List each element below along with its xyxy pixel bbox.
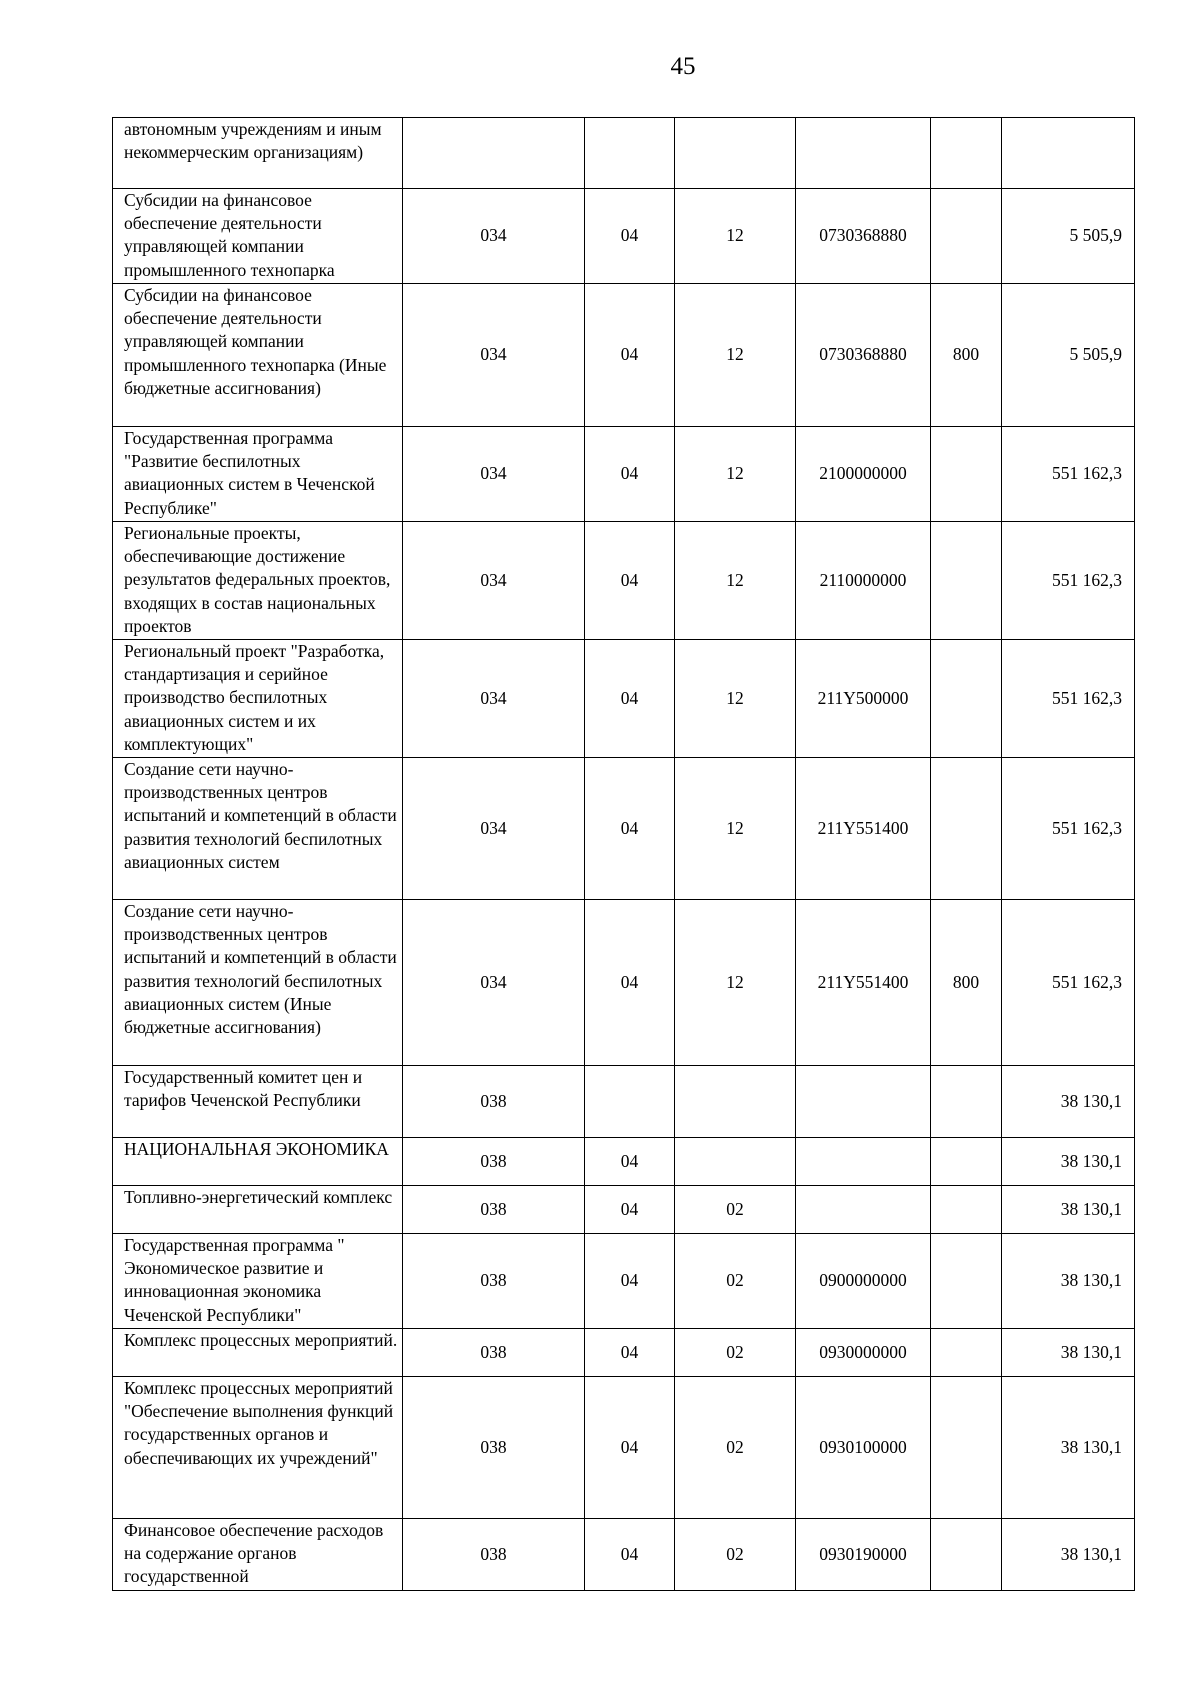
- row-name-cell: Создание сети научно-производственных центров испытаний и компетенций в области развития технологий беспилотных авиационных систем: [113, 758, 403, 900]
- row-rz-cell: 04: [585, 427, 675, 522]
- row-csr-cell: [796, 118, 931, 189]
- row-rz-cell: 04: [585, 1519, 675, 1591]
- row-amount-cell: 38 130,1: [1002, 1186, 1135, 1234]
- row-rz-cell: 04: [585, 1234, 675, 1329]
- row-amount-cell: 551 162,3: [1002, 640, 1135, 758]
- row-pr-cell: 12: [675, 284, 796, 427]
- row-csr-cell: [796, 1066, 931, 1138]
- row-csr-cell: 0730368880: [796, 284, 931, 427]
- row-rz-cell: 04: [585, 758, 675, 900]
- row-csr-cell: 211Y551400: [796, 758, 931, 900]
- row-pr-cell: 02: [675, 1329, 796, 1377]
- row-name-cell: Создание сети научно-производственных центров испытаний и компетенций в области развития технологий беспилотных авиационных систем (Иные бюджетные ассигнования): [113, 900, 403, 1066]
- row-pr-cell: 12: [675, 522, 796, 640]
- row-name-cell: Топливно-энергетический комплекс: [113, 1186, 403, 1234]
- row-name-cell: Региональный проект "Разработка, стандартизация и серийное производство беспилотных авиационных систем и их комплектующих": [113, 640, 403, 758]
- table-row: [113, 640, 1135, 758]
- row-csr-cell: 0930100000: [796, 1377, 931, 1519]
- row-ved-cell: 034: [403, 427, 585, 522]
- row-pr-cell: [675, 1066, 796, 1138]
- row-vr-cell: [931, 189, 1002, 284]
- row-csr-cell: 0900000000: [796, 1234, 931, 1329]
- table-row: [113, 1138, 1135, 1186]
- row-ved-cell: 034: [403, 189, 585, 284]
- row-name-cell: Государственная программа "Развитие беспилотных авиационных систем в Чеченской Республике": [113, 427, 403, 522]
- row-ved-cell: 034: [403, 758, 585, 900]
- row-amount-cell: 551 162,3: [1002, 427, 1135, 522]
- table-row: [113, 1519, 1135, 1591]
- row-vr-cell: [931, 640, 1002, 758]
- row-ved-cell: 034: [403, 284, 585, 427]
- row-name-cell: Субсидии на финансовое обеспечение деятельности управляющей компании промышленного технопарка: [113, 189, 403, 284]
- row-vr-cell: [931, 1234, 1002, 1329]
- row-pr-cell: 02: [675, 1519, 796, 1591]
- table-row: [113, 522, 1135, 640]
- row-csr-cell: 2100000000: [796, 427, 931, 522]
- row-name-cell: Субсидии на финансовое обеспечение деятельности управляющей компании промышленного технопарка (Иные бюджетные ассигнования): [113, 284, 403, 427]
- row-csr-cell: 211Y551400: [796, 900, 931, 1066]
- row-name-cell: Государственная программа " Экономическое развитие и инновационная экономика Чеченской Республики": [113, 1234, 403, 1329]
- row-amount-cell: 551 162,3: [1002, 758, 1135, 900]
- row-name-cell: Финансовое обеспечение расходов на содержание органов государственной: [113, 1519, 403, 1591]
- table-row: [113, 758, 1135, 900]
- table-body: [113, 118, 1135, 1591]
- row-amount-cell: 551 162,3: [1002, 522, 1135, 640]
- row-amount-cell: [1002, 118, 1135, 189]
- row-pr-cell: 02: [675, 1377, 796, 1519]
- row-amount-cell: 38 130,1: [1002, 1377, 1135, 1519]
- row-amount-cell: 5 505,9: [1002, 284, 1135, 427]
- row-pr-cell: 12: [675, 427, 796, 522]
- row-ved-cell: 038: [403, 1066, 585, 1138]
- row-amount-cell: 38 130,1: [1002, 1234, 1135, 1329]
- row-pr-cell: 12: [675, 640, 796, 758]
- table-row: [113, 1234, 1135, 1329]
- row-vr-cell: [931, 1066, 1002, 1138]
- row-rz-cell: 04: [585, 1186, 675, 1234]
- row-csr-cell: 0930000000: [796, 1329, 931, 1377]
- row-csr-cell: [796, 1186, 931, 1234]
- row-name-cell: Комплекс процессных мероприятий.: [113, 1329, 403, 1377]
- row-rz-cell: 04: [585, 1377, 675, 1519]
- row-csr-cell: 2110000000: [796, 522, 931, 640]
- row-ved-cell: 038: [403, 1377, 585, 1519]
- row-ved-cell: 038: [403, 1329, 585, 1377]
- row-ved-cell: [403, 118, 585, 189]
- row-name-cell: Государственный комитет цен и тарифов Чеченской Республики: [113, 1066, 403, 1138]
- row-rz-cell: 04: [585, 900, 675, 1066]
- row-name-cell: Региональные проекты, обеспечивающие достижение результатов федеральных проектов, входящих в состав национальных проектов: [113, 522, 403, 640]
- table-row: [113, 1377, 1135, 1519]
- row-vr-cell: [931, 1329, 1002, 1377]
- row-amount-cell: 5 505,9: [1002, 189, 1135, 284]
- table-row: [113, 284, 1135, 427]
- row-name-cell: автономным учреждениям и иным некоммерческим организациям): [113, 118, 403, 189]
- row-csr-cell: 211Y500000: [796, 640, 931, 758]
- table-row: [113, 1066, 1135, 1138]
- row-pr-cell: 02: [675, 1234, 796, 1329]
- row-vr-cell: [931, 118, 1002, 189]
- row-vr-cell: [931, 758, 1002, 900]
- row-pr-cell: 02: [675, 1186, 796, 1234]
- budget-table: [112, 117, 1135, 1591]
- row-rz-cell: 04: [585, 640, 675, 758]
- table-row: [113, 1329, 1135, 1377]
- row-csr-cell: [796, 1138, 931, 1186]
- row-vr-cell: [931, 427, 1002, 522]
- row-rz-cell: [585, 118, 675, 189]
- row-amount-cell: 551 162,3: [1002, 900, 1135, 1066]
- row-pr-cell: [675, 1138, 796, 1186]
- row-vr-cell: [931, 1377, 1002, 1519]
- row-amount-cell: 38 130,1: [1002, 1138, 1135, 1186]
- table-row: [113, 427, 1135, 522]
- row-csr-cell: 0930190000: [796, 1519, 931, 1591]
- row-ved-cell: 038: [403, 1138, 585, 1186]
- row-vr-cell: 800: [931, 900, 1002, 1066]
- row-ved-cell: 034: [403, 900, 585, 1066]
- row-csr-cell: 0730368880: [796, 189, 931, 284]
- row-name-cell: НАЦИОНАЛЬНАЯ ЭКОНОМИКА: [113, 1138, 403, 1186]
- row-amount-cell: 38 130,1: [1002, 1329, 1135, 1377]
- row-rz-cell: 04: [585, 189, 675, 284]
- row-ved-cell: 034: [403, 522, 585, 640]
- row-amount-cell: 38 130,1: [1002, 1066, 1135, 1138]
- row-pr-cell: 12: [675, 758, 796, 900]
- row-ved-cell: 038: [403, 1186, 585, 1234]
- row-ved-cell: 038: [403, 1519, 585, 1591]
- row-vr-cell: [931, 1519, 1002, 1591]
- row-rz-cell: 04: [585, 522, 675, 640]
- row-rz-cell: 04: [585, 284, 675, 427]
- table-row: [113, 900, 1135, 1066]
- row-pr-cell: 12: [675, 900, 796, 1066]
- row-pr-cell: 12: [675, 189, 796, 284]
- table-row: [113, 189, 1135, 284]
- row-amount-cell: 38 130,1: [1002, 1519, 1135, 1591]
- row-ved-cell: 034: [403, 640, 585, 758]
- row-vr-cell: [931, 1186, 1002, 1234]
- row-ved-cell: 038: [403, 1234, 585, 1329]
- row-pr-cell: [675, 118, 796, 189]
- row-vr-cell: [931, 1138, 1002, 1186]
- table-row: [113, 118, 1135, 189]
- table-row: [113, 1186, 1135, 1234]
- row-rz-cell: [585, 1066, 675, 1138]
- row-rz-cell: 04: [585, 1138, 675, 1186]
- row-rz-cell: 04: [585, 1329, 675, 1377]
- row-vr-cell: [931, 522, 1002, 640]
- row-name-cell: Комплекс процессных мероприятий "Обеспечение выполнения функций государственных органов и обеспечивающих их учреждений": [113, 1377, 403, 1519]
- page-number: 45: [670, 53, 696, 80]
- row-vr-cell: 800: [931, 284, 1002, 427]
